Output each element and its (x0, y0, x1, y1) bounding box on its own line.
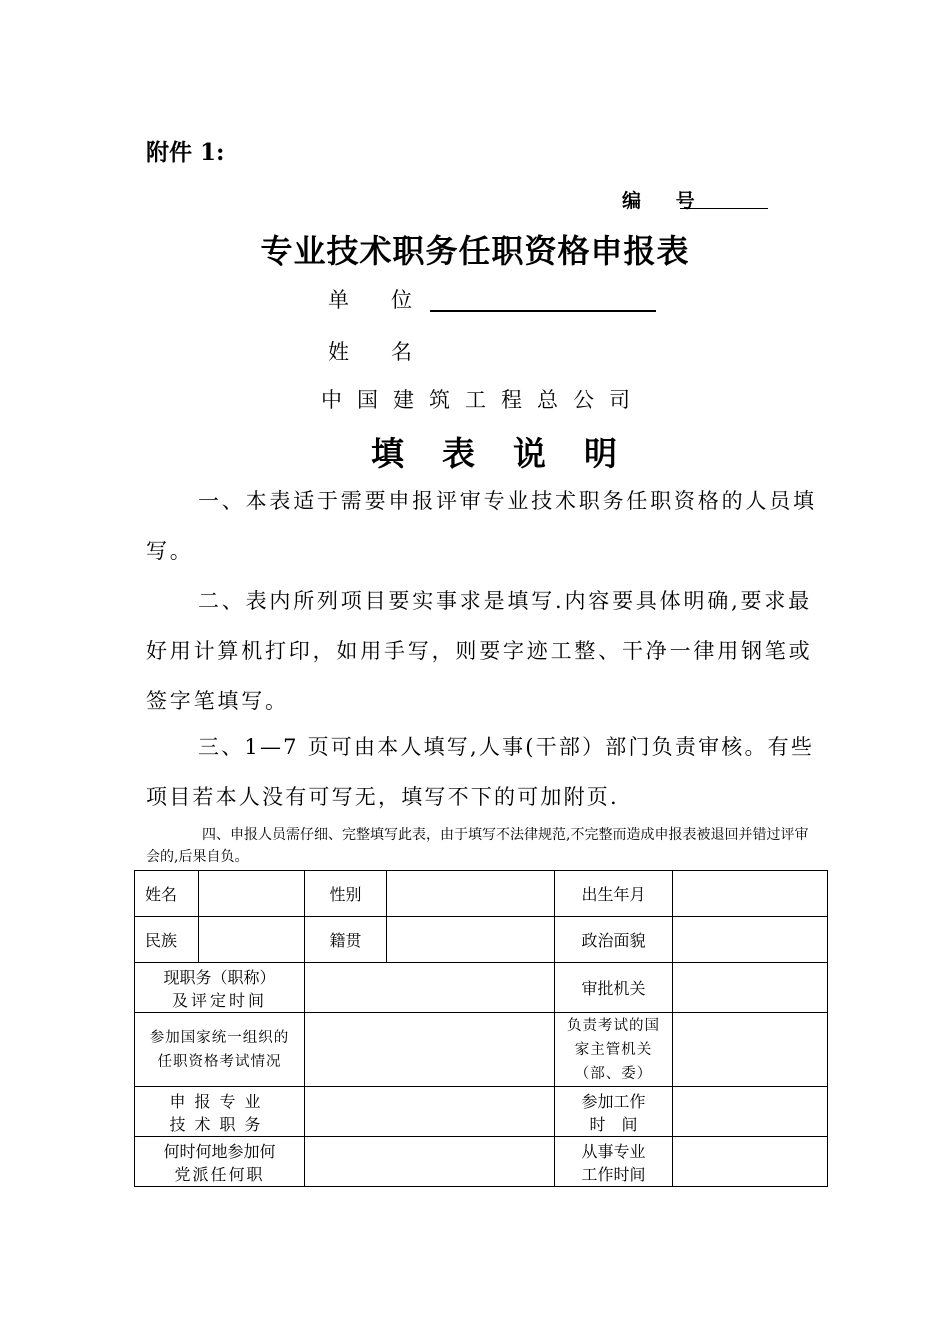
document-title: 专业技术职务任职资格申报表 (260, 232, 690, 270)
work-start-line-2: 时 间 (589, 1114, 638, 1134)
party-value-cell[interactable] (305, 1137, 555, 1187)
exam-line-1: 参加国家统一组织的 (149, 1029, 290, 1046)
current-post-line-1: 现职务（职称） (163, 967, 276, 987)
work-start-value-cell[interactable] (673, 1087, 828, 1137)
company-name: 中国建筑工程总公司 (321, 388, 645, 412)
table-row (135, 917, 828, 963)
gender-value-cell[interactable] (387, 871, 555, 917)
apply-post-cell-label (135, 1087, 305, 1137)
application-form-table (134, 870, 828, 1187)
native-place-cell-label: 籍贯 (305, 917, 387, 963)
exam-authority-line-1: 负责考试的国 (567, 1017, 660, 1034)
name-label: 姓 名 (328, 340, 412, 364)
serial-number-line[interactable] (680, 208, 768, 209)
birth-cell-label: 出生年月 (555, 871, 673, 917)
ethnicity-value-cell[interactable] (199, 917, 305, 963)
serial-number-label: 编 号 (622, 190, 709, 212)
table-row (135, 1087, 828, 1137)
instruction-paragraph-2: 二、表内所列项目要实事求是填写.内容要具体明确,要求最好用计算机打印，如用手写，则要字迹工整、干净一律用钢笔或签字笔填写。 (146, 589, 813, 713)
unit-input-line[interactable] (430, 310, 656, 312)
party-line-2: 党派任何职 (174, 1164, 265, 1184)
current-post-line-2: 及评定时间 (171, 990, 267, 1010)
work-start-line-1: 参加工作 (581, 1091, 646, 1111)
table-row (135, 1137, 828, 1187)
apply-post-line-1: 申报专业 (169, 1091, 270, 1111)
exam-authority-value-cell[interactable] (673, 1013, 828, 1087)
birth-value-cell[interactable] (673, 871, 828, 917)
instructions-heading: 填表说明 (371, 434, 655, 473)
political-status-value-cell[interactable] (673, 917, 828, 963)
approval-authority-value-cell[interactable] (673, 963, 828, 1013)
table-row (135, 1013, 828, 1087)
exam-cell-label (135, 1013, 305, 1087)
profession-time-line-1: 从事专业 (581, 1141, 646, 1161)
profession-time-cell-label (555, 1137, 673, 1187)
work-start-cell-label (555, 1087, 673, 1137)
exam-authority-line-3: （部、委） (574, 1065, 653, 1082)
political-status-cell-label: 政治面貌 (555, 917, 673, 963)
exam-authority-line-2: 家主管机关 (574, 1041, 653, 1058)
party-line-1: 何时何地参加何 (163, 1141, 276, 1161)
native-place-value-cell[interactable] (387, 917, 555, 963)
instruction-paragraph-1: 一、本表适于需要申报评审专业技术职务任职资格的人员填写。 (146, 489, 817, 563)
exam-line-2: 任职资格考试情况 (157, 1053, 282, 1070)
instruction-paragraph-3: 三、1—7 页可由本人填写,人事(干部）部门负责审核。有些项目若本人没有可写无，填写不下的可加附页. (146, 735, 815, 809)
exam-value-cell[interactable] (305, 1013, 555, 1087)
profession-time-value-cell[interactable] (673, 1137, 828, 1187)
table-row (135, 963, 828, 1013)
current-post-value-cell[interactable] (305, 963, 555, 1013)
name-cell-label: 姓名 (135, 871, 199, 917)
instruction-paragraph-4: 四、申报人员需仔细、完整填写此表，由于填写不法律规范,不完整而造成申报表被退回并错过评审会的,后果自负。 (146, 827, 809, 865)
profession-time-line-2: 工作时间 (581, 1164, 646, 1184)
party-cell-label (135, 1137, 305, 1187)
name-value-cell[interactable] (199, 871, 305, 917)
approval-authority-cell-label: 审批机关 (555, 963, 673, 1013)
exam-authority-cell-label (555, 1013, 673, 1087)
apply-post-value-cell[interactable] (305, 1087, 555, 1137)
table-row (135, 871, 828, 917)
attachment-label: 附件 1: (146, 139, 225, 166)
current-post-cell-label (135, 963, 305, 1013)
ethnicity-cell-label: 民族 (135, 917, 199, 963)
unit-label: 单 位 (328, 288, 412, 312)
gender-cell-label: 性别 (305, 871, 387, 917)
apply-post-line-2: 技术职务 (169, 1114, 270, 1134)
